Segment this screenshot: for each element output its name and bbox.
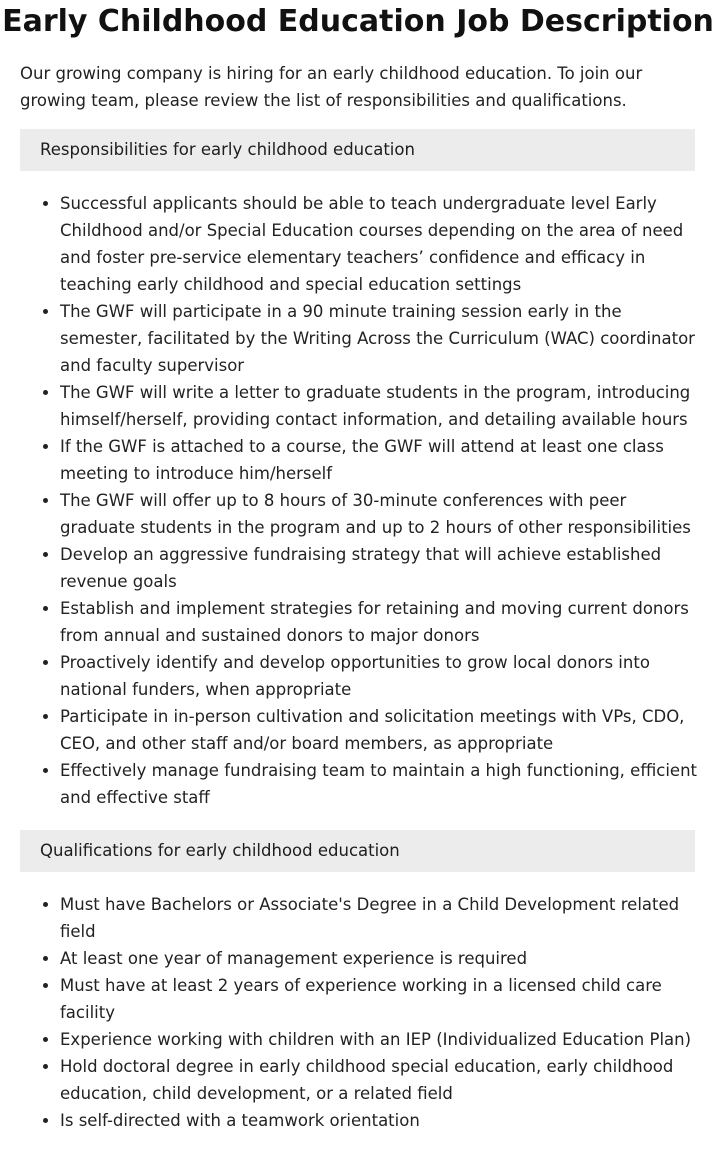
qualification-item: • Must have at least 2 years of experience working in a licensed child care facility: [60, 972, 700, 1026]
qualification-item: • Must have Bachelors or Associate's Degree in a Child Development related field: [60, 891, 700, 945]
responsibility-item: • Successful applicants should be able to teach undergraduate level Early Childhood and/or Special Education courses depending on the area of need and foster pre-service elementary teachers’ confidence and efficacy in teaching early childhood and special education settings: [60, 190, 700, 298]
responsibility-item: • Effectively manage fundraising team to maintain a high functioning, efficient and effective staff: [60, 757, 700, 811]
responsibility-item: • The GWF will write a letter to graduate students in the program, introducing himself/herself, providing contact information, and detailing available hours: [60, 379, 700, 433]
responsibility-item: • Participate in in-person cultivation and solicitation meetings with VPs, CDO, CEO, and other staff and/or board members, as appropriate: [60, 703, 700, 757]
qualification-item: • At least one year of management experience is required: [60, 945, 700, 972]
responsibilities-heading: Responsibilities for early childhood education: [20, 129, 695, 171]
qualifications-list: [20, 891, 700, 1134]
responsibility-item: • The GWF will offer up to 8 hours of 30-minute conferences with peer graduate students in the program and up to 2 hours of other responsibilities: [60, 487, 700, 541]
qualification-item: • Hold doctoral degree in early childhood special education, early childhood education, child development, or a related field: [60, 1053, 700, 1107]
responsibility-item: • The GWF will participate in a 90 minute training session early in the semester, facilitated by the Writing Across the Curriculum (WAC) coordinator and faculty supervisor: [60, 298, 700, 379]
responsibilities-list: [20, 190, 700, 811]
responsibility-item: • Establish and implement strategies for retaining and moving current donors from annual and sustained donors to major donors: [60, 595, 700, 649]
qualification-item: • Experience working with children with an IEP (Individualized Education Plan): [60, 1026, 700, 1053]
page-title: Early Childhood Education Job Description: [2, 4, 714, 39]
responsibility-item: • Develop an aggressive fundraising strategy that will achieve established revenue goals: [60, 541, 700, 595]
intro-paragraph: Our growing company is hiring for an early childhood education. To join our growing team, please review the list of responsibilities and qualifications.: [20, 64, 643, 110]
qualification-item: • Is self-directed with a teamwork orientation: [60, 1107, 700, 1134]
qualifications-heading: Qualifications for early childhood education: [20, 830, 695, 872]
responsibility-item: • Proactively identify and develop opportunities to grow local donors into national funders, when appropriate: [60, 649, 700, 703]
responsibility-item: • If the GWF is attached to a course, the GWF will attend at least one class meeting to introduce him/herself: [60, 433, 700, 487]
